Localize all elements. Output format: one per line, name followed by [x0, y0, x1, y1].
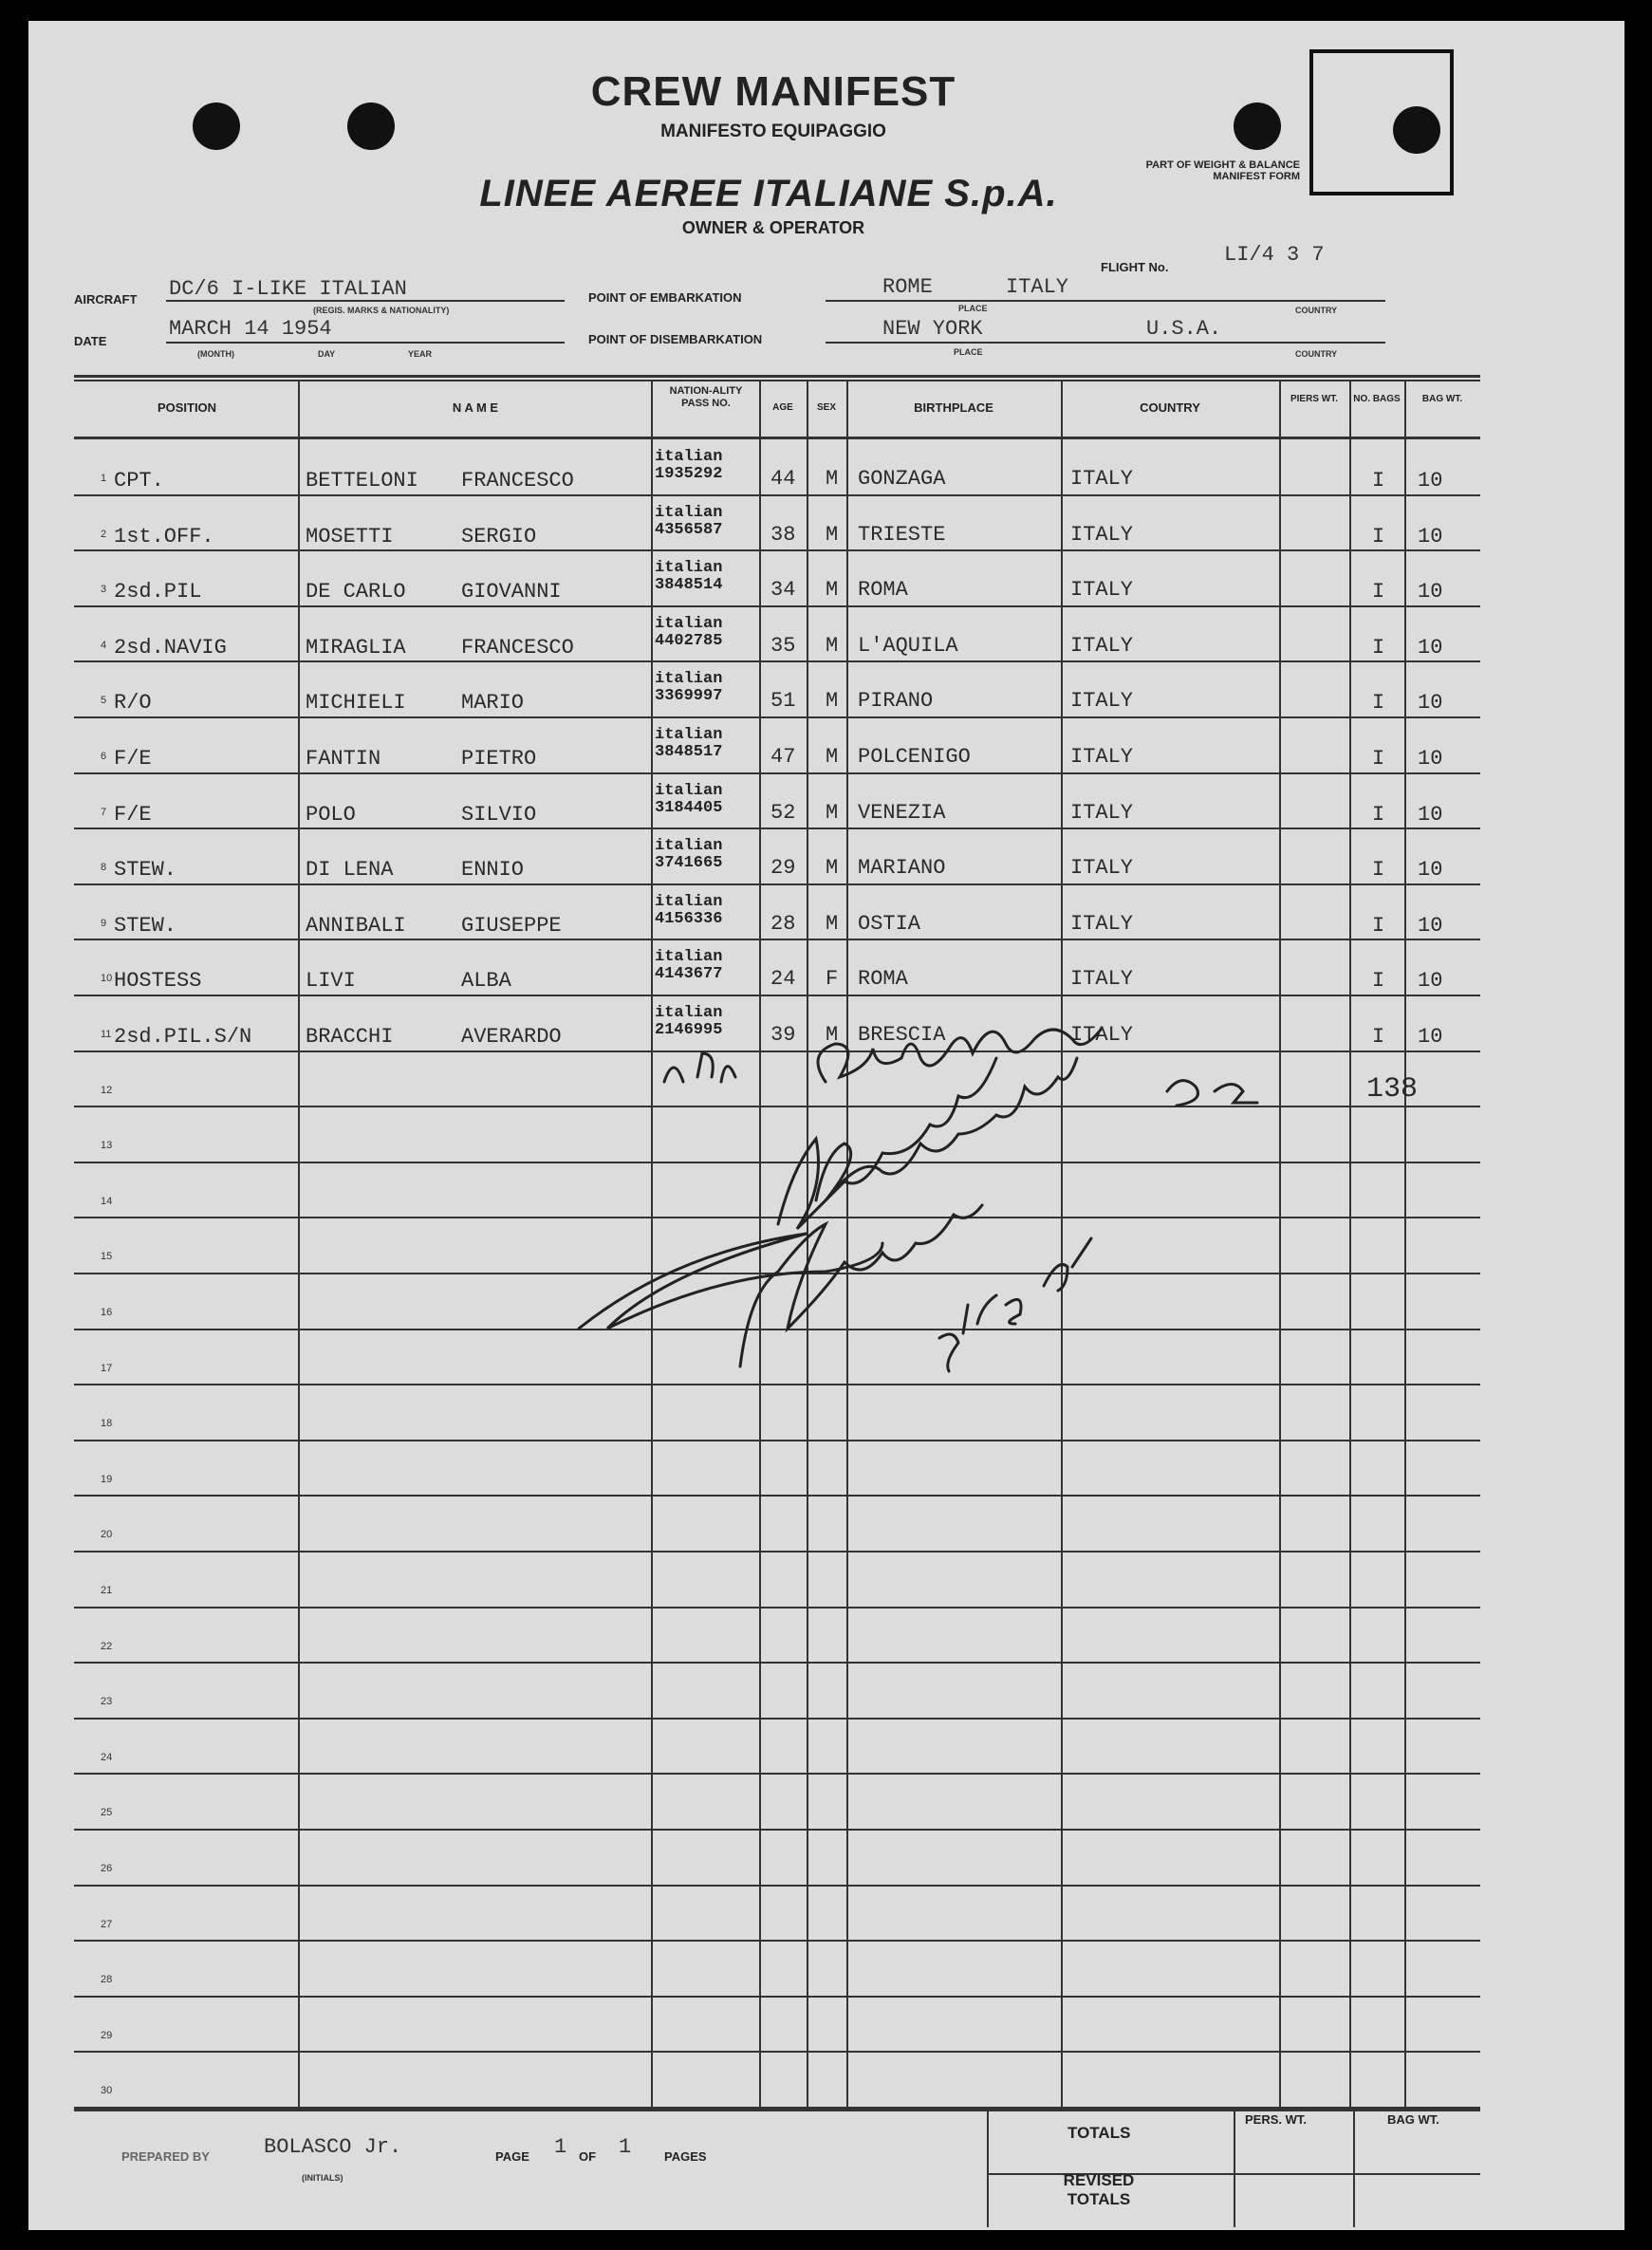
- crew-country: ITALY: [1070, 967, 1134, 991]
- crew-nationality: italian: [655, 670, 723, 688]
- row-number: 21: [101, 1585, 113, 1596]
- disembark-place: NEW YORK: [882, 317, 983, 341]
- crew-passport: 4143677: [655, 965, 723, 983]
- row-number: 23: [101, 1696, 113, 1707]
- prepared-by-label: PREPARED BY: [121, 2149, 210, 2164]
- crew-sex: M: [826, 634, 839, 658]
- crew-age: 52: [770, 801, 796, 825]
- crew-position: R/O: [114, 691, 152, 715]
- crew-bag-weight: 10: [1418, 636, 1443, 660]
- crew-birthplace: VENEZIA: [858, 801, 946, 825]
- crew-first-name: ANNIBALI: [306, 914, 406, 938]
- crew-passport: 4402785: [655, 632, 723, 650]
- crew-position: F/E: [114, 747, 152, 771]
- col-name: N A M E: [452, 400, 499, 415]
- aircraft-value: DC/6 I-LIKE ITALIAN: [169, 277, 407, 301]
- row-number: 5: [101, 695, 107, 706]
- crew-bags: I: [1372, 969, 1385, 993]
- form-title: CREW MANIFEST: [590, 68, 956, 115]
- crew-passport: 3848517: [655, 743, 723, 761]
- crew-birthplace: PIRANO: [858, 689, 934, 713]
- crew-sex: M: [826, 801, 839, 825]
- crew-passport: 3184405: [655, 799, 723, 817]
- page-value: 1: [554, 2135, 567, 2159]
- crew-nationality: italian: [655, 448, 723, 466]
- crew-nationality: italian: [655, 615, 723, 633]
- aircraft-label: AIRCRAFT: [74, 292, 138, 307]
- crew-passport: 3741665: [655, 854, 723, 872]
- crew-age: 35: [770, 634, 796, 658]
- of-label: OF: [579, 2149, 597, 2164]
- col-country: COUNTRY: [1140, 400, 1200, 415]
- row-number: 13: [101, 1140, 113, 1151]
- crew-position: CPT.: [114, 469, 164, 493]
- crew-bags: I: [1372, 1025, 1385, 1049]
- crew-bag-weight: 10: [1418, 914, 1443, 938]
- crew-bag-weight: 10: [1418, 525, 1443, 549]
- crew-nationality: italian: [655, 837, 723, 855]
- row-number: 22: [101, 1641, 113, 1652]
- crew-position: STEW.: [114, 858, 177, 882]
- crew-age: 39: [770, 1023, 796, 1047]
- crew-age: 51: [770, 689, 796, 713]
- crew-bags: I: [1372, 747, 1385, 771]
- crew-country: ITALY: [1070, 523, 1134, 547]
- form-subtitle: MANIFESTO EQUIPAGGIO: [660, 121, 886, 141]
- page-label: PAGE: [495, 2149, 529, 2164]
- crew-birthplace: ROMA: [858, 578, 908, 602]
- crew-nationality: italian: [655, 1004, 723, 1022]
- crew-nationality: italian: [655, 726, 723, 744]
- aircraft-sublabel: (REGIS. MARKS & NATIONALITY): [313, 306, 450, 315]
- row-number: 17: [101, 1363, 113, 1374]
- initials-label: (INITIALS): [302, 2173, 343, 2183]
- row-number: 16: [101, 1307, 113, 1318]
- row-number: 2: [101, 529, 107, 540]
- crew-bag-weight: 10: [1418, 691, 1443, 715]
- crew-bags: I: [1372, 580, 1385, 604]
- crew-bags: I: [1372, 469, 1385, 493]
- crew-passport: 1935292: [655, 465, 723, 483]
- year-label: YEAR: [408, 349, 433, 359]
- crew-position: 2sd.PIL.S/N: [114, 1025, 252, 1049]
- crew-country: ITALY: [1070, 801, 1134, 825]
- crew-bag-weight: 10: [1418, 803, 1443, 827]
- row-number: 25: [101, 1807, 113, 1818]
- bag-total: 138: [1366, 1073, 1419, 1106]
- row-number: 19: [101, 1474, 113, 1485]
- col-piers-wt: PIERS WT.: [1290, 394, 1338, 404]
- crew-last-name: SILVIO: [461, 803, 537, 827]
- embark-country-label: COUNTRY: [1295, 306, 1338, 315]
- crew-nationality: italian: [655, 948, 723, 966]
- crew-last-name: SERGIO: [461, 525, 537, 549]
- flight-label: FLIGHT No.: [1101, 260, 1169, 274]
- embark-place: ROME: [882, 275, 933, 299]
- crew-bag-weight: 10: [1418, 858, 1443, 882]
- row-number: 12: [101, 1085, 113, 1096]
- crew-first-name: DI LENA: [306, 858, 394, 882]
- crew-sex: M: [826, 1023, 839, 1047]
- row-number: 27: [101, 1919, 113, 1930]
- crew-last-name: PIETRO: [461, 747, 537, 771]
- crew-birthplace: GONZAGA: [858, 467, 946, 491]
- pers-wt-label: PERS. WT.: [1245, 2112, 1308, 2127]
- row-number: 30: [101, 2085, 113, 2096]
- crew-sex: M: [826, 689, 839, 713]
- crew-bag-weight: 10: [1418, 580, 1443, 604]
- row-number: 26: [101, 1863, 113, 1874]
- crew-bag-weight: 10: [1418, 469, 1443, 493]
- crew-sex: F: [826, 967, 839, 991]
- crew-sex: M: [826, 523, 839, 547]
- disembark-place-label: PLACE: [954, 347, 983, 357]
- row-number: 14: [101, 1196, 113, 1207]
- crew-position: F/E: [114, 803, 152, 827]
- date-label: DATE: [74, 334, 107, 348]
- crew-age: 38: [770, 523, 796, 547]
- row-number: 28: [101, 1974, 113, 1985]
- crew-country: ITALY: [1070, 912, 1134, 936]
- embark-place-label: PLACE: [958, 304, 988, 313]
- totals-label: TOTALS: [1067, 2124, 1131, 2142]
- crew-birthplace: TRIESTE: [858, 523, 946, 547]
- airline-name: LINEE AEREE ITALIANE S.p.A.: [479, 173, 1058, 214]
- crew-country: ITALY: [1070, 689, 1134, 713]
- embark-label: POINT OF EMBARKATION: [588, 290, 742, 305]
- row-number: 20: [101, 1529, 113, 1540]
- row-number: 1: [101, 473, 107, 484]
- crew-bag-weight: 10: [1418, 1025, 1443, 1049]
- crew-last-name: AVERARDO: [461, 1025, 562, 1049]
- pages-label: PAGES: [664, 2149, 707, 2164]
- crew-age: 47: [770, 745, 796, 769]
- row-number: 29: [101, 2030, 113, 2041]
- crew-birthplace: OSTIA: [858, 912, 921, 936]
- row-number: 18: [101, 1418, 113, 1429]
- crew-bags: I: [1372, 691, 1385, 715]
- crew-sex: M: [826, 856, 839, 880]
- flight-value: LI/4 3 7: [1224, 243, 1325, 267]
- owner-label: OWNER & OPERATOR: [681, 218, 865, 237]
- row-number: 8: [101, 862, 107, 873]
- crew-first-name: LIVI: [306, 969, 356, 993]
- crew-nationality: italian: [655, 559, 723, 577]
- crew-last-name: ALBA: [461, 969, 511, 993]
- col-bag-wt: BAG WT.: [1421, 394, 1463, 404]
- date-value: MARCH 14 1954: [169, 317, 332, 341]
- crew-first-name: BETTELONI: [306, 469, 418, 493]
- crew-first-name: FANTIN: [306, 747, 381, 771]
- crew-sex: M: [826, 912, 839, 936]
- embark-country: ITALY: [1006, 275, 1069, 299]
- crew-sex: M: [826, 745, 839, 769]
- crew-position: HOSTESS: [114, 969, 202, 993]
- crew-country: ITALY: [1070, 745, 1134, 769]
- day-label: DAY: [318, 349, 336, 359]
- crew-country: ITALY: [1070, 578, 1134, 602]
- crew-bag-weight: 10: [1418, 747, 1443, 771]
- row-number: 7: [101, 807, 107, 818]
- crew-bags: I: [1372, 914, 1385, 938]
- row-number: 3: [101, 584, 107, 595]
- crew-position: 2sd.PIL: [114, 580, 202, 604]
- crew-birthplace: MARIANO: [858, 856, 946, 880]
- crew-birthplace: L'AQUILA: [858, 634, 958, 658]
- crew-last-name: GIUSEPPE: [461, 914, 562, 938]
- crew-age: 34: [770, 578, 796, 602]
- crew-position: 1st.OFF.: [114, 525, 214, 549]
- crew-bags: I: [1372, 525, 1385, 549]
- disembark-country-label: COUNTRY: [1295, 349, 1338, 359]
- crew-passport: 4156336: [655, 910, 723, 928]
- crew-nationality: italian: [655, 893, 723, 911]
- weight-balance-text: PART OF WEIGHT & BALANCE MANIFEST FORM: [1145, 159, 1300, 182]
- crew-age: 29: [770, 856, 796, 880]
- prepared-by-value: BOLASCO Jr.: [264, 2135, 402, 2159]
- crew-country: ITALY: [1070, 856, 1134, 880]
- crew-position: 2sd.NAVIG: [114, 636, 227, 660]
- crew-nationality: italian: [655, 782, 723, 800]
- row-number: 24: [101, 1752, 113, 1763]
- bag-wt-label: BAG WT.: [1387, 2112, 1439, 2127]
- crew-first-name: DE CARLO: [306, 580, 406, 604]
- crew-country: ITALY: [1070, 467, 1134, 491]
- col-position: POSITION: [157, 400, 217, 415]
- crew-passport: 4356587: [655, 521, 723, 539]
- crew-age: 28: [770, 912, 796, 936]
- col-sex: SEX: [816, 402, 836, 413]
- crew-first-name: BRACCHI: [306, 1025, 394, 1049]
- row-number: 4: [101, 640, 107, 651]
- crew-first-name: MOSETTI: [306, 525, 394, 549]
- month-label: (MONTH): [197, 349, 234, 359]
- crew-age: 24: [770, 967, 796, 991]
- col-birthplace: BIRTHPLACE: [914, 400, 993, 415]
- disembark-label: POINT OF DISEMBARKATION: [588, 332, 763, 346]
- crew-passport: 3848514: [655, 576, 723, 594]
- row-number: 6: [101, 751, 107, 762]
- col-no-bags: NO. BAGS: [1353, 394, 1401, 404]
- crew-bags: I: [1372, 803, 1385, 827]
- crew-nationality: italian: [655, 504, 723, 522]
- crew-birthplace: POLCENIGO: [858, 745, 971, 769]
- crew-last-name: FRANCESCO: [461, 636, 574, 660]
- crew-birthplace: ROMA: [858, 967, 908, 991]
- row-number: 10: [101, 973, 113, 984]
- crew-country: ITALY: [1070, 634, 1134, 658]
- disembark-country: U.S.A.: [1146, 317, 1222, 341]
- crew-age: 44: [770, 467, 796, 491]
- crew-passport: 3369997: [655, 687, 723, 705]
- crew-sex: M: [826, 467, 839, 491]
- crew-last-name: MARIO: [461, 691, 525, 715]
- crew-bags: I: [1372, 636, 1385, 660]
- of-value: 1: [619, 2135, 632, 2159]
- crew-last-name: ENNIO: [461, 858, 525, 882]
- revised-totals-label: REVISED TOTALS: [1063, 2171, 1135, 2208]
- crew-last-name: FRANCESCO: [461, 469, 574, 493]
- row-number: 9: [101, 918, 107, 929]
- crew-bag-weight: 10: [1418, 969, 1443, 993]
- crew-birthplace: BRESCIA: [858, 1023, 946, 1047]
- crew-country: ITALY: [1070, 1023, 1134, 1047]
- crew-passport: 2146995: [655, 1021, 723, 1039]
- crew-last-name: GIOVANNI: [461, 580, 562, 604]
- crew-first-name: MICHIELI: [306, 691, 406, 715]
- crew-sex: M: [826, 578, 839, 602]
- col-age: AGE: [772, 402, 793, 413]
- row-number: 15: [101, 1251, 113, 1262]
- col-nationality: NATION-ALITY PASS NO.: [669, 385, 743, 409]
- row-number: 11: [101, 1029, 112, 1040]
- crew-first-name: POLO: [306, 803, 356, 827]
- crew-position: STEW.: [114, 914, 177, 938]
- crew-first-name: MIRAGLIA: [306, 636, 406, 660]
- crew-bags: I: [1372, 858, 1385, 882]
